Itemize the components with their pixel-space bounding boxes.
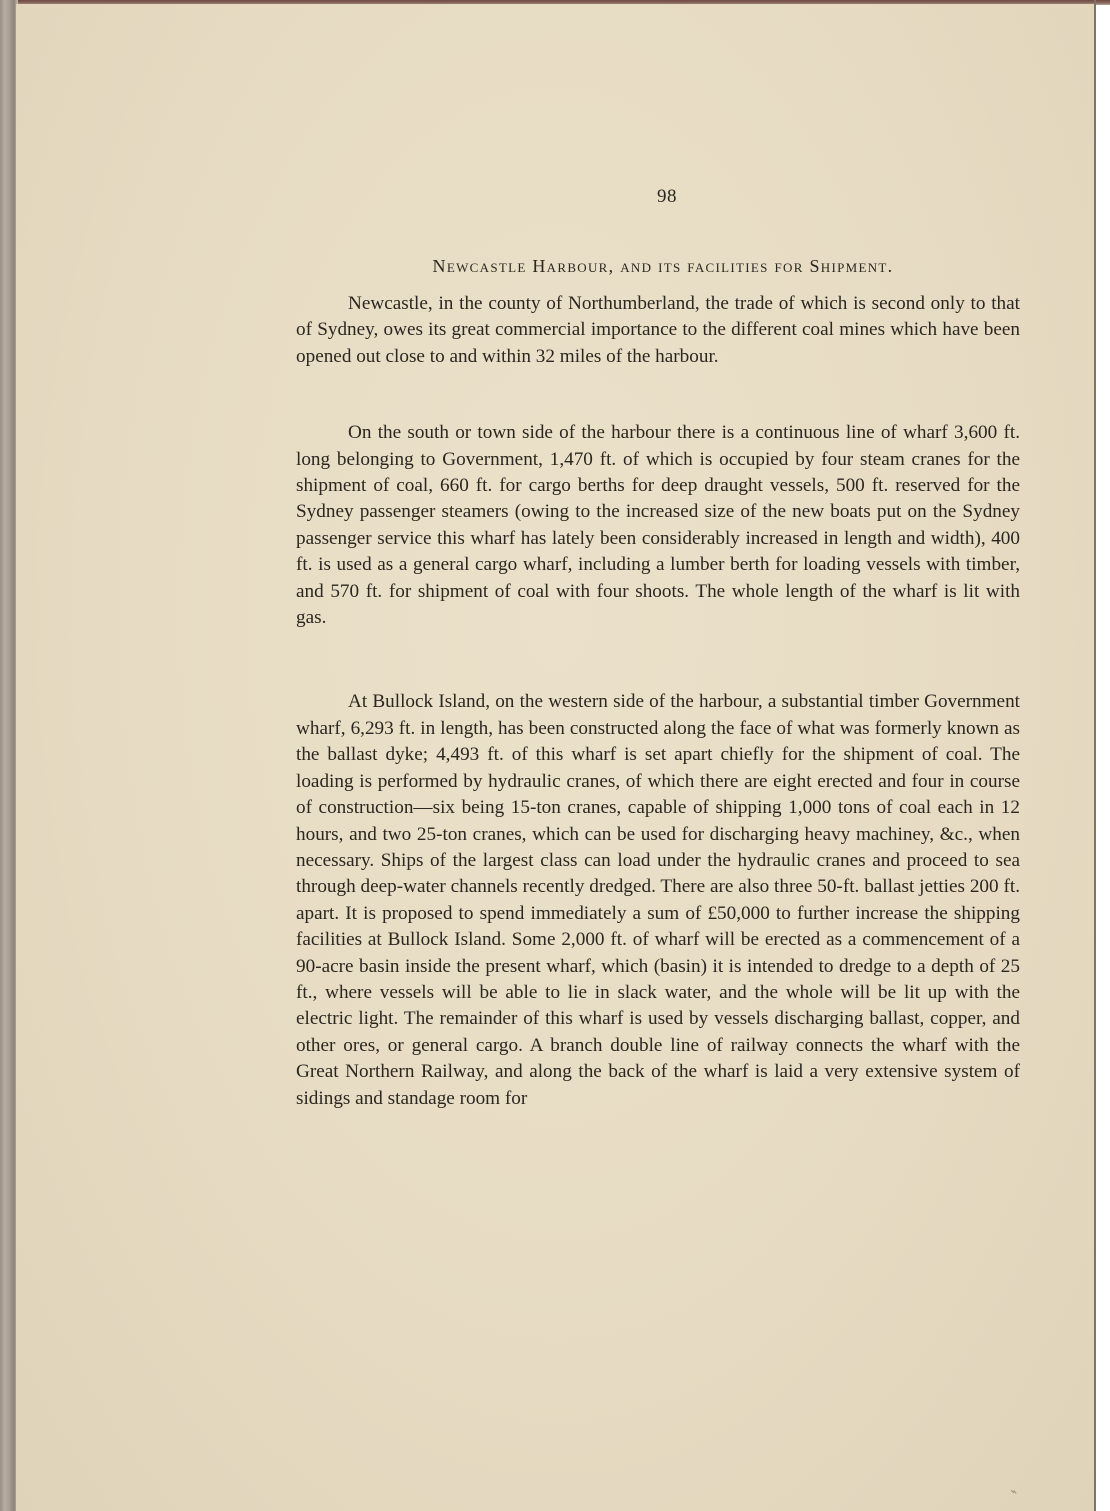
page-number: 98: [657, 186, 677, 207]
paragraph-spacer: [296, 370, 1020, 420]
page-content: [296, 186, 1020, 1112]
paragraph-intro: Newcastle, in the county of Northumberland, the trade of which is second only to that of Sydney, owes its great commercial importance to the different coal mines which have been opened out close to and within 32 miles of the harbour.: [296, 293, 1020, 367]
section-title: Newcastle Harbour, and its facilities for Shipment.: [432, 256, 894, 276]
paragraph-bullock-island: At Bullock Island, on the western side of the harbour, a substantial timber Government wharf, 6,293 ft. in length, has been constructed along the face of what was formerly known as the ballast dyke; 4,493 ft. of this wharf is set apart chiefly for the shipment of coal. The loading is performed by hydraulic cranes, of which there are eight erected and four in course of construction—six being 15-ton cranes, capable of shipping 1,000 tons of coal each in 12 hours, and two 25-ton cranes, which can be used for discharging heavy machiney, &c., when necessary. Ships of the largest class can load under the hydraulic cranes and proceed to sea through deep-water channels recently dredged. There are also three 50-ft. ballast jetties 200 ft. apart. It is proposed to spend immediately a sum of £50,000 to further increase the shipping facilities at Bullock Island. Some 2,000 ft. of wharf will be erected as a commencement of a 90-acre basin inside the present wharf, which (basin) it is intended to dredge to a depth of 25 ft., where vessels will be able to lie in slack water, and the whole will be lit up with the electric light. The remainder of this wharf is used by vessels discharging ballast, copper, and other ores, or general cargo. A branch double line of railway connects the wharf with the Great Northern Railway, and along the back of the wharf is laid a very extensive system of sidings and standage room for: [296, 691, 1020, 1109]
pencil-mark-icon: ⌁: [1008, 1483, 1020, 1500]
paragraph-south-wharf: On the south or town side of the harbour there is a continuous line of wharf 3,600 ft. long belonging to Government, 1,470 ft. of which is occupied by four steam cranes for the shipment of coal, 660 ft. for cargo berths for deep draught vessels, 500 ft. reserved for the Sydney passenger steamers (owing to the increased size of the new boats put on the Sydney passenger service this wharf has lately been considerably increased in length and width), 400 ft. is used as a general cargo wharf, including a lumber berth for loading vessels with timber, and 570 ft. for shipment of coal with four shoots. The whole length of the wharf is lit with gas.: [296, 422, 1020, 629]
paragraph-spacer: [296, 631, 1020, 689]
page-right-edge: [1094, 0, 1096, 1511]
